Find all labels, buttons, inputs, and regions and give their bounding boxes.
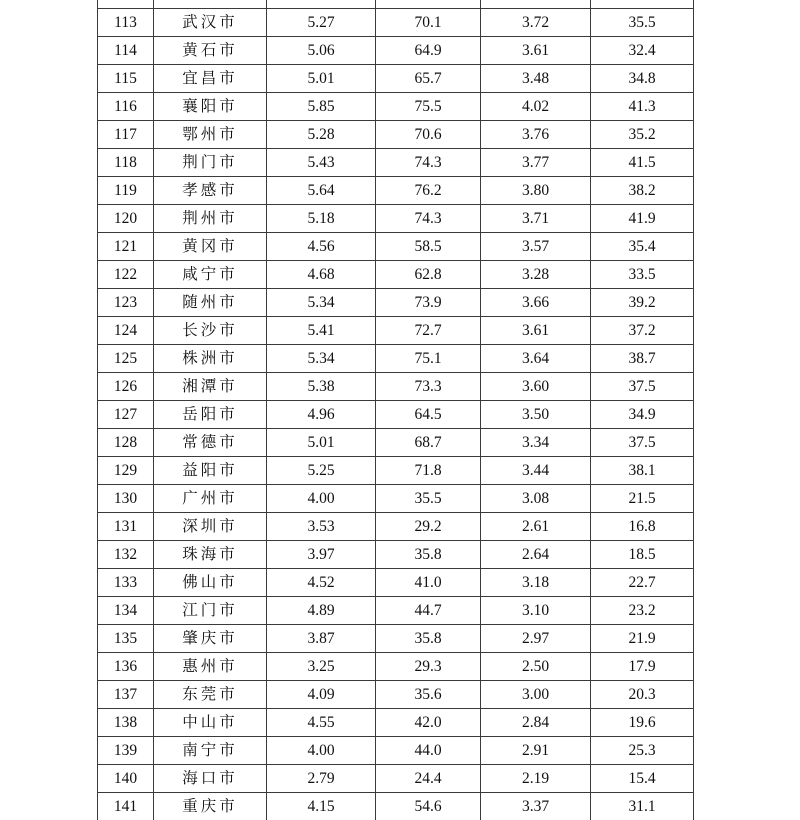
value1-cell: 5.18 [267, 205, 376, 233]
table-row [98, 597, 694, 625]
rank-cell: 118 [98, 149, 154, 177]
value1-cell: 3.25 [267, 653, 376, 681]
value3-cell: 3.10 [481, 597, 591, 625]
value1-cell: 4.09 [267, 681, 376, 709]
city-name-cell: 益阳市 [154, 457, 267, 485]
rank-cell: 132 [98, 541, 154, 569]
value1-cell: 5.01 [267, 429, 376, 457]
city-name-cell: 株洲市 [154, 345, 267, 373]
rank-cell: 121 [98, 233, 154, 261]
city-name-cell: 荆州市 [154, 205, 267, 233]
rank-cell: 137 [98, 681, 154, 709]
value2-cell: 74.3 [376, 205, 481, 233]
rank-cell: 125 [98, 345, 154, 373]
value3-cell: 3.72 [481, 9, 591, 37]
value1-cell: 4.00 [267, 485, 376, 513]
city-name-cell: 江门市 [154, 597, 267, 625]
value3-cell: 2.91 [481, 737, 591, 765]
rank-cell: 135 [98, 625, 154, 653]
value2-cell: 76.2 [376, 177, 481, 205]
value2-cell: 58.5 [376, 233, 481, 261]
value2-cell: 54.6 [376, 793, 481, 820]
value3-cell: 3.28 [481, 261, 591, 289]
value1-cell: 5.27 [267, 9, 376, 37]
rank-cell: 136 [98, 653, 154, 681]
value3-cell: 2.64 [481, 541, 591, 569]
city-data-table [97, 0, 694, 820]
table-row [98, 9, 694, 37]
value4-cell: 38.1 [591, 457, 694, 485]
city-name-cell: 重庆市 [154, 793, 267, 820]
value1-cell: 3.53 [267, 513, 376, 541]
value1-cell: 2.79 [267, 765, 376, 793]
city-name-cell: 随州市 [154, 289, 267, 317]
value4-cell: 31.1 [591, 793, 694, 820]
table-row [98, 65, 694, 93]
value4-cell: 25.3 [591, 737, 694, 765]
value3-cell: 3.80 [481, 177, 591, 205]
value1-cell: 3.87 [267, 625, 376, 653]
value4-cell: 17.9 [591, 653, 694, 681]
table-row [98, 149, 694, 177]
city-name-cell: 黄石市 [154, 37, 267, 65]
value2-cell: 70.1 [376, 9, 481, 37]
rank-cell: 127 [98, 401, 154, 429]
value3-cell: 3.61 [481, 37, 591, 65]
cutoff-cell [98, 0, 154, 9]
table-row [98, 261, 694, 289]
value4-cell: 23.2 [591, 597, 694, 625]
city-name-cell: 佛山市 [154, 569, 267, 597]
value3-cell: 3.77 [481, 149, 591, 177]
city-name-cell: 海口市 [154, 765, 267, 793]
value4-cell: 41.3 [591, 93, 694, 121]
value2-cell: 41.0 [376, 569, 481, 597]
city-name-cell: 襄阳市 [154, 93, 267, 121]
value1-cell: 5.01 [267, 65, 376, 93]
value2-cell: 70.6 [376, 121, 481, 149]
city-name-cell: 常德市 [154, 429, 267, 457]
value3-cell: 3.76 [481, 121, 591, 149]
rank-cell: 124 [98, 317, 154, 345]
value2-cell: 29.2 [376, 513, 481, 541]
city-name-cell: 深圳市 [154, 513, 267, 541]
rank-cell: 133 [98, 569, 154, 597]
table-row [98, 233, 694, 261]
value1-cell: 5.38 [267, 373, 376, 401]
value4-cell: 35.5 [591, 9, 694, 37]
value3-cell: 3.00 [481, 681, 591, 709]
table-row [98, 177, 694, 205]
cutoff-row-top [98, 0, 694, 9]
value3-cell: 2.19 [481, 765, 591, 793]
value4-cell: 37.5 [591, 373, 694, 401]
value3-cell: 3.48 [481, 65, 591, 93]
cutoff-cell [154, 0, 267, 9]
value3-cell: 3.64 [481, 345, 591, 373]
value2-cell: 71.8 [376, 457, 481, 485]
value2-cell: 35.8 [376, 541, 481, 569]
rank-cell: 117 [98, 121, 154, 149]
city-name-cell: 长沙市 [154, 317, 267, 345]
value4-cell: 21.5 [591, 485, 694, 513]
rank-cell: 122 [98, 261, 154, 289]
table-row [98, 765, 694, 793]
city-name-cell: 广州市 [154, 485, 267, 513]
value2-cell: 73.3 [376, 373, 481, 401]
rank-cell: 123 [98, 289, 154, 317]
value2-cell: 24.4 [376, 765, 481, 793]
value2-cell: 75.1 [376, 345, 481, 373]
city-name-cell: 岳阳市 [154, 401, 267, 429]
value3-cell: 3.66 [481, 289, 591, 317]
value3-cell: 3.18 [481, 569, 591, 597]
rank-cell: 115 [98, 65, 154, 93]
table-row [98, 625, 694, 653]
value2-cell: 35.6 [376, 681, 481, 709]
value4-cell: 34.9 [591, 401, 694, 429]
rank-cell: 120 [98, 205, 154, 233]
value1-cell: 4.55 [267, 709, 376, 737]
value3-cell: 2.50 [481, 653, 591, 681]
value1-cell: 4.89 [267, 597, 376, 625]
value4-cell: 18.5 [591, 541, 694, 569]
value4-cell: 41.5 [591, 149, 694, 177]
value4-cell: 34.8 [591, 65, 694, 93]
value3-cell: 3.34 [481, 429, 591, 457]
value4-cell: 32.4 [591, 37, 694, 65]
table-row [98, 345, 694, 373]
value1-cell: 4.15 [267, 793, 376, 820]
value2-cell: 44.7 [376, 597, 481, 625]
value4-cell: 15.4 [591, 765, 694, 793]
value1-cell: 5.64 [267, 177, 376, 205]
value4-cell: 16.8 [591, 513, 694, 541]
cutoff-cell [267, 0, 376, 9]
value4-cell: 35.2 [591, 121, 694, 149]
city-name-cell: 东莞市 [154, 681, 267, 709]
value1-cell: 4.56 [267, 233, 376, 261]
value2-cell: 72.7 [376, 317, 481, 345]
table-row [98, 289, 694, 317]
table-row [98, 569, 694, 597]
city-name-cell: 咸宁市 [154, 261, 267, 289]
value3-cell: 3.60 [481, 373, 591, 401]
value3-cell: 2.84 [481, 709, 591, 737]
value1-cell: 5.34 [267, 289, 376, 317]
table-row [98, 513, 694, 541]
table-row [98, 37, 694, 65]
value1-cell: 4.52 [267, 569, 376, 597]
value3-cell: 3.37 [481, 793, 591, 820]
rank-cell: 141 [98, 793, 154, 820]
city-name-cell: 肇庆市 [154, 625, 267, 653]
value4-cell: 21.9 [591, 625, 694, 653]
rank-cell: 134 [98, 597, 154, 625]
rank-cell: 116 [98, 93, 154, 121]
value4-cell: 38.2 [591, 177, 694, 205]
city-name-cell: 南宁市 [154, 737, 267, 765]
value2-cell: 35.5 [376, 485, 481, 513]
value2-cell: 74.3 [376, 149, 481, 177]
rank-cell: 129 [98, 457, 154, 485]
rank-cell: 138 [98, 709, 154, 737]
value2-cell: 62.8 [376, 261, 481, 289]
value2-cell: 42.0 [376, 709, 481, 737]
table-body [98, 0, 694, 820]
value1-cell: 5.85 [267, 93, 376, 121]
rank-cell: 130 [98, 485, 154, 513]
city-name-cell: 黄冈市 [154, 233, 267, 261]
city-name-cell: 湘潭市 [154, 373, 267, 401]
value4-cell: 35.4 [591, 233, 694, 261]
table-row [98, 401, 694, 429]
value3-cell: 2.61 [481, 513, 591, 541]
cutoff-cell [376, 0, 481, 9]
city-name-cell: 惠州市 [154, 653, 267, 681]
table-row [98, 737, 694, 765]
value3-cell: 4.02 [481, 93, 591, 121]
table-row [98, 457, 694, 485]
table-row [98, 429, 694, 457]
table-row [98, 681, 694, 709]
rank-cell: 114 [98, 37, 154, 65]
value2-cell: 73.9 [376, 289, 481, 317]
table-row [98, 793, 694, 820]
city-name-cell: 武汉市 [154, 9, 267, 37]
cutoff-cell [591, 0, 694, 9]
value1-cell: 5.25 [267, 457, 376, 485]
table-row [98, 93, 694, 121]
value4-cell: 19.6 [591, 709, 694, 737]
value3-cell: 3.61 [481, 317, 591, 345]
value3-cell: 2.97 [481, 625, 591, 653]
rank-cell: 128 [98, 429, 154, 457]
table-row [98, 653, 694, 681]
value2-cell: 65.7 [376, 65, 481, 93]
cutoff-cell [481, 0, 591, 9]
rank-cell: 139 [98, 737, 154, 765]
rank-cell: 119 [98, 177, 154, 205]
value1-cell: 5.34 [267, 345, 376, 373]
table-row [98, 373, 694, 401]
value2-cell: 64.5 [376, 401, 481, 429]
value1-cell: 3.97 [267, 541, 376, 569]
rank-cell: 131 [98, 513, 154, 541]
value1-cell: 4.96 [267, 401, 376, 429]
value2-cell: 44.0 [376, 737, 481, 765]
value2-cell: 35.8 [376, 625, 481, 653]
value4-cell: 22.7 [591, 569, 694, 597]
value1-cell: 4.00 [267, 737, 376, 765]
value4-cell: 37.2 [591, 317, 694, 345]
rank-cell: 140 [98, 765, 154, 793]
value4-cell: 39.2 [591, 289, 694, 317]
value2-cell: 68.7 [376, 429, 481, 457]
rank-cell: 126 [98, 373, 154, 401]
value3-cell: 3.50 [481, 401, 591, 429]
value1-cell: 5.41 [267, 317, 376, 345]
value2-cell: 64.9 [376, 37, 481, 65]
value4-cell: 20.3 [591, 681, 694, 709]
value1-cell: 5.28 [267, 121, 376, 149]
value4-cell: 33.5 [591, 261, 694, 289]
value4-cell: 37.5 [591, 429, 694, 457]
table-row [98, 709, 694, 737]
table-row [98, 485, 694, 513]
city-name-cell: 孝感市 [154, 177, 267, 205]
table-row [98, 121, 694, 149]
city-name-cell: 珠海市 [154, 541, 267, 569]
city-name-cell: 中山市 [154, 709, 267, 737]
value4-cell: 41.9 [591, 205, 694, 233]
value2-cell: 29.3 [376, 653, 481, 681]
table-row [98, 317, 694, 345]
table-row [98, 205, 694, 233]
table-row [98, 541, 694, 569]
city-name-cell: 宜昌市 [154, 65, 267, 93]
value2-cell: 75.5 [376, 93, 481, 121]
value1-cell: 5.06 [267, 37, 376, 65]
value3-cell: 3.08 [481, 485, 591, 513]
value3-cell: 3.57 [481, 233, 591, 261]
value3-cell: 3.71 [481, 205, 591, 233]
value1-cell: 5.43 [267, 149, 376, 177]
value1-cell: 4.68 [267, 261, 376, 289]
value4-cell: 38.7 [591, 345, 694, 373]
city-name-cell: 荆门市 [154, 149, 267, 177]
city-name-cell: 鄂州市 [154, 121, 267, 149]
value3-cell: 3.44 [481, 457, 591, 485]
rank-cell: 113 [98, 9, 154, 37]
